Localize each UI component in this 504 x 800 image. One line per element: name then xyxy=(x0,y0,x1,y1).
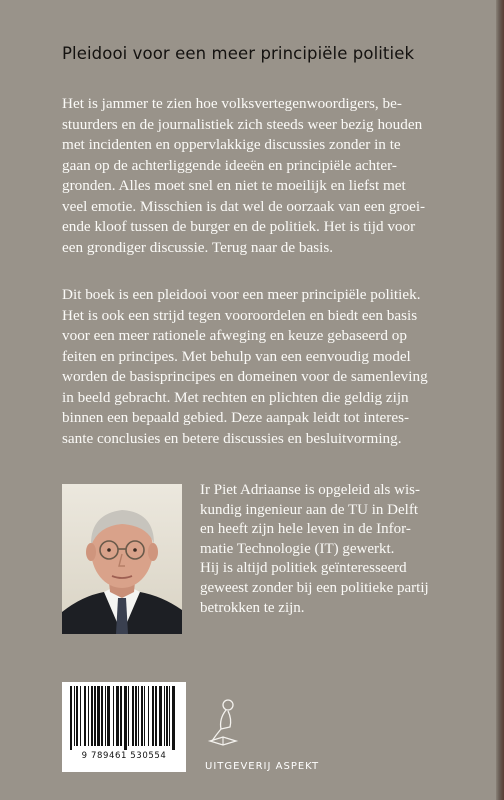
barcode-bar xyxy=(124,686,127,750)
blurb-line: een grondiger discussie. Terug naar de basis. xyxy=(62,238,334,256)
barcode-bar xyxy=(97,686,100,746)
blurb-line: voor een meer rationele afweging en keuze gebaseerd op xyxy=(62,327,407,344)
blurb-line: worden de basisprincipes en domeinen voor de samenleving xyxy=(62,368,428,385)
barcode-bar xyxy=(141,686,143,746)
barcode-bar xyxy=(128,686,129,746)
barcode-bar xyxy=(159,686,162,746)
blurb-line: stuurders en de journalistiek zich steeds weer bezig houden xyxy=(62,115,423,133)
publisher-name: UITGEVERIJ ASPEKT xyxy=(205,761,320,772)
isbn-number: 9 789461 530554 xyxy=(81,751,167,761)
barcode-bar xyxy=(172,686,175,750)
barcode-bar xyxy=(74,686,75,746)
bio-line: Ir Piet Adriaanse is opgeleid als wis- xyxy=(200,482,420,498)
barcode-bar xyxy=(105,686,106,746)
bio-line: betrokken te zijn. xyxy=(200,599,305,616)
blurb-line: Het is jammer te zien hoe volksvertegenwoordigers, be- xyxy=(62,95,402,112)
bio-line: matie Technologie (IT) gewerkt. xyxy=(200,540,395,557)
blurb-line: met incidenten en oppervlakkige discussies zonder in te xyxy=(62,136,401,153)
author-bio xyxy=(200,481,480,618)
bio-line: en heeft zijn hele leven in de Infor- xyxy=(200,521,411,538)
barcode-bar xyxy=(91,686,93,746)
bio-line: geweest zonder bij een politieke partij xyxy=(200,579,429,596)
blurb-line: Het is ook een strijd tegen vooroordelen en biedt een basis xyxy=(62,306,418,324)
author-portrait-icon xyxy=(62,484,182,634)
barcode-bar xyxy=(169,686,170,746)
barcode-bar xyxy=(80,686,81,746)
barcode-bar xyxy=(76,686,78,746)
blurb-line: veel emotie. Misschien is dat wel de oorzaak van een groei- xyxy=(62,197,426,215)
blurb-line: feiten en principes. Met behulp van een eenvoudig model xyxy=(62,347,411,365)
barcode-bar xyxy=(107,686,110,746)
barcode-bar xyxy=(144,686,145,746)
book-title: Pleidooi voor een meer principiële politiek xyxy=(62,44,415,63)
barcode xyxy=(62,682,186,772)
barcode-bar xyxy=(84,686,86,746)
blurb-line: binnen een bepaald gebied. Deze aanpak leidt tot interes- xyxy=(62,409,410,426)
blurb-line: Dit boek is een pleidooi voor een meer principiële politiek. xyxy=(62,286,421,303)
blurb-paragraph-1 xyxy=(62,94,462,258)
bio-line: kundig ingenieur aan de TU in Delft xyxy=(200,501,418,518)
blurb-line: in beeld gebracht. Met rechten en plichten die geldig zijn xyxy=(62,388,409,406)
publisher-logo-icon xyxy=(206,697,240,749)
barcode-icon xyxy=(68,686,180,750)
barcode-bar xyxy=(155,686,157,746)
barcode-bar xyxy=(70,686,72,750)
barcode-bar xyxy=(101,686,103,746)
book-spine-edge xyxy=(496,0,504,800)
barcode-bar xyxy=(166,686,168,746)
barcode-bar xyxy=(152,686,154,746)
bio-line: Hij is altijd politiek geïnteresseerd xyxy=(200,560,407,577)
barcode-bar xyxy=(116,686,119,746)
barcode-bar xyxy=(138,686,139,746)
barcode-bar xyxy=(132,686,134,746)
blurb-line: gronden. Alles moet snel en niet te moeilijk en liefst met xyxy=(62,177,406,194)
barcode-bar xyxy=(120,686,122,746)
blurb-line: sante conclusies en betere discussies en besluitvorming. xyxy=(62,429,402,447)
blurb-line: ende kloof tussen de burger en de politiek. Het is tijd voor xyxy=(62,218,416,235)
blurb-paragraph-2 xyxy=(62,285,462,449)
barcode-bar xyxy=(135,686,137,746)
author-photo xyxy=(62,484,182,634)
barcode-bar xyxy=(164,686,165,746)
barcode-bar xyxy=(94,686,96,746)
blurb-line: gaan op de achterliggende ideeën en principiële achter- xyxy=(62,156,397,174)
barcode-bar xyxy=(113,686,114,746)
barcode-bar xyxy=(148,686,149,746)
barcode-bar xyxy=(88,686,89,746)
